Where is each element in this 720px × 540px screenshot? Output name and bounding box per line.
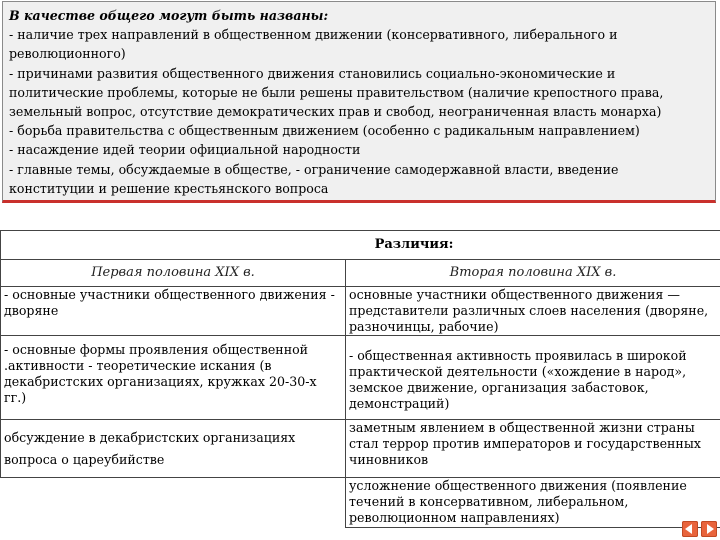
column-header-first-half: Первая половина XIX в. (1, 260, 346, 287)
table-cell-left-empty (1, 478, 346, 528)
table-cell-right: усложнение общественного движения (появление течений в консервативном, либеральном, революционном направлениях) (346, 478, 720, 528)
common-features-box (2, 1, 716, 203)
common-feature-line: политические проблемы, которые не были решены правительством (наличие крепостного права, (9, 84, 664, 100)
differences-caption: Различия: (1, 231, 720, 260)
common-feature-line: - главные темы, обсуждаемые в обществе, - ограничение самодержавной власти, введение (9, 161, 619, 177)
common-feature-line: - насаждение идей теории официальной народности (9, 142, 361, 158)
common-features-heading: В качестве общего могут быть названы: (9, 8, 329, 23)
common-feature-line: - причинами развития общественного движения становились социально-экономические и (9, 65, 616, 81)
table-cell-left: обсуждение в декабристских организациях вопроса о цареубийстве (1, 420, 346, 478)
differences-table (0, 230, 720, 528)
column-header-second-half: Вторая половина XIX в. (346, 260, 720, 287)
common-feature-line: - наличие трех направлений в общественном движении (консервативного, либерального и (9, 27, 618, 43)
common-feature-line: - борьба правительства с общественным движением (особенно с радикальным направлением) (9, 123, 640, 139)
arrow-right-icon (701, 521, 717, 537)
common-feature-line: земельный вопрос, отсутствие демократических прав и свобод, неограниченная власть монарха) (9, 104, 662, 120)
table-cell-left: - основные участники общественного движения - дворяне (1, 287, 346, 336)
table-cell-right: - общественная активность проявилась в широкой практической деятельности («хождение в народ», земское движение, организация забастовок, демонстраций) (346, 336, 720, 420)
table-cell-right: заметным явлением в общественной жизни страны стал террор против императоров и государственных чиновников (346, 420, 720, 478)
arrow-left-icon (682, 521, 698, 537)
table-cell-right: основные участники общественного движения — представители различных слоев населения (дворяне, разночинцы, рабочие) (346, 287, 720, 336)
next-slide-button[interactable] (701, 521, 717, 537)
common-feature-line: конституции и решение крестьянского вопроса (9, 180, 329, 196)
table-cell-left: - основные формы проявления общественной .активности - теоретические искания (в декабристских организациях, кружках 20-30-х гг.) (1, 336, 346, 420)
common-feature-line: революционного) (9, 46, 126, 62)
prev-slide-button[interactable] (682, 521, 698, 537)
